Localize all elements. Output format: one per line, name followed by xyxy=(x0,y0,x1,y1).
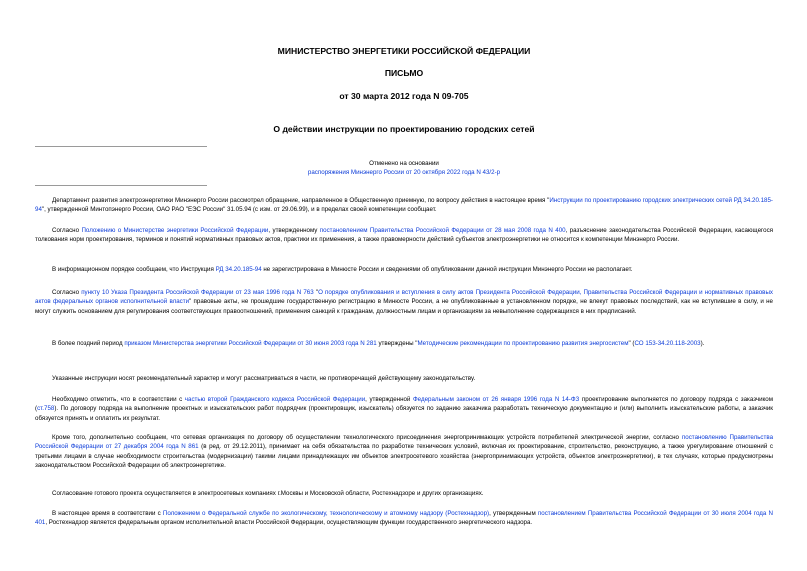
paragraph-text: " xyxy=(313,289,319,296)
paragraph-link[interactable]: приказом Министерства энергетики Российской Федерации от 30 июня 2003 года N 281 xyxy=(124,340,377,347)
paragraph-text: проектирование выполняется по договору подряда с заказчиком ( xyxy=(35,396,774,413)
paragraph xyxy=(35,265,773,274)
paragraph xyxy=(35,374,773,383)
paragraph-text: Согласно xyxy=(52,227,82,234)
paragraph-link[interactable]: СО 153-34.20.118-2003 xyxy=(634,340,701,347)
paragraph-text: , утвержденному xyxy=(268,227,320,234)
paragraph-link[interactable]: РД 34.20.185-94 xyxy=(215,266,262,273)
divider-top xyxy=(35,146,207,147)
paragraph-text: " ( xyxy=(628,340,635,347)
ministry-title: МИНИСТЕРСТВО ЭНЕРГЕТИКИ РОССИЙСКОЙ ФЕДЕРАЦИИ xyxy=(277,46,531,56)
paragraph-text: " правовые акты, не прошедшие государственную регистрацию в Минюсте России, а не опубликованные в установленном порядке, не влекут правовых последствий, как не вступившие в силу, и не могут служить основанием для регулирования соответствующих правоотношений, применения санкций к гражданам, должностным лицам и организациям за невыполнение содержащихся в них предписаний. xyxy=(35,298,773,315)
paragraph xyxy=(35,226,773,245)
paragraph-text: , утвержденной xyxy=(365,396,413,403)
divider-bottom xyxy=(35,185,207,186)
paragraph-text: не зарегистрирована в Минюсте России и сведениями об опубликовании данной инструкции Минэнерго России не располагает. xyxy=(261,266,633,273)
paragraph-link[interactable]: пункту 10 Указа Президента Российской Федерации от 23 мая 1996 года N 763 xyxy=(81,289,314,296)
paragraph-link[interactable]: ст.758 xyxy=(37,405,55,413)
paragraph-text: , разъяснение законодательства Российской Федерации, касающегося толкования норм проектирования, терминов и понятий нормативных правовых актов, практики их применения, а также правомерности действий субъектов электроэнергетики не относится к компетенции Минэнерго России. xyxy=(35,227,774,244)
cancel-notice-text: Отменено на основании xyxy=(369,160,439,167)
paragraph-text: ). По договору подряда на выполнение проектных и изыскательских работ подрядчик (проектировщик, изыскатель) обязуется по заданию заказчика разработать техническую документацию и (или) выполнить изыскательские работы, а заказчик обязуется принять и оплатить их результат. xyxy=(35,405,773,422)
paragraph-link[interactable]: О порядке опубликования и вступления в силу актов Президента Российской Федерации, Правительства Российской Федерации и нормативных правовых актов федеральных органов исполнительной власти xyxy=(35,289,773,306)
document-type: ПИСЬМО xyxy=(384,68,424,78)
paragraph-link[interactable]: постановлением Правительства Российской Федерации от 28 мая 2008 года N 400 xyxy=(319,227,566,234)
paragraph-text: ). xyxy=(700,340,705,347)
paragraph-text: Указанные инструкции носят рекомендательный характер и могут рассматриваться в части, не противоречащей действующему законодательству. xyxy=(52,375,476,382)
paragraph-text: Согласование готового проекта осуществляется в электросетевых компаниях г.Москвы и Московской области, Ростехнадзоре и других организациях. xyxy=(52,490,484,497)
paragraph-text: Необходимо отметить, что в соответствии с xyxy=(52,396,185,403)
paragraph xyxy=(35,509,773,528)
document-date: от 30 марта 2012 года N 09-705 xyxy=(339,91,469,101)
paragraph xyxy=(35,288,773,316)
paragraph-link[interactable]: Федеральным законом от 26 января 1996 года N 14-ФЗ xyxy=(412,396,580,403)
paragraph xyxy=(35,339,773,348)
paragraph-link[interactable]: Инструкции по проектированию городских электрических сетей РД 34.20.185-94 xyxy=(35,197,773,214)
paragraph-text: ", утвержденной Минтопэнерго России, ОАО РАО "ЕЭС России" 31.05.94 (с изм. от 29.06.99), и в пределах своей компетенции сообщает. xyxy=(41,206,437,214)
paragraph-text: Согласно xyxy=(52,289,82,296)
paragraph-link[interactable]: Положением о Федеральной службе по экологическому, технологическому и атомному надзору (Ростехнадзор) xyxy=(162,510,490,517)
paragraph xyxy=(35,489,773,498)
paragraph-text: , Ростехнадзор является федеральным органом исполнительной власти Российской Федерации, осуществляющим функции государственного энергетического надзора. xyxy=(45,519,533,527)
paragraph-text: Кроме того, дополнительно сообщаем, что сетевая организация по договору об осуществлении технологического присоединения энергопринимающих устройств потребителей электрической энергии, согласно xyxy=(52,434,682,441)
paragraph-link[interactable]: постановлению Правительства Российской Федерации от 27 декабря 2004 года N 861 xyxy=(35,434,774,451)
paragraph xyxy=(35,196,773,215)
paragraph-text: В информационном порядке сообщаем, что Инструкция xyxy=(52,266,216,273)
paragraph-link[interactable]: Методические рекомендации по проектированию развития энергосистем xyxy=(417,340,629,347)
paragraph-text: Департамент развития электроэнергетики Минэнерго России рассмотрел обращение, направленное в Общественную приемную, по вопросу действия в настоящее время " xyxy=(52,197,550,204)
paragraph-link[interactable]: постановлением Правительства Российской Федерации от 30 июля 2004 года N 401 xyxy=(35,510,773,527)
paragraph xyxy=(35,433,773,471)
paragraph-text: (в ред. от 29.12.2011), принимает на себя обязательства по разработке технических условий, включая их проектирование, строительство, реконструкцию, а также урегулирование отношений с третьими лицами в случае необходимости строительства (модернизации) такими лицами принадлежащих им объектов электросетевого хозяйства (энергопринимающих устройств, объектов электроэнергетики), в тех случаях, которые предусмотрены законодательством Российской Федерации об электроэнергетике. xyxy=(35,443,773,470)
paragraph-text: утверждены " xyxy=(376,340,418,347)
paragraph-text: В более поздний период xyxy=(52,340,125,347)
document-subject: О действии инструкции по проектированию городских сетей xyxy=(273,124,535,134)
paragraph xyxy=(35,395,773,423)
paragraph-text: В настоящее время в соответствии с xyxy=(52,510,163,517)
cancel-notice xyxy=(35,159,773,177)
cancel-notice-link[interactable]: распоряжения Минэнерго России от 20 октября 2022 года N 43/2-р xyxy=(307,169,501,176)
paragraph-text: , утвержденным xyxy=(489,510,538,517)
paragraph-link[interactable]: частью второй Гражданского кодекса Российской Федерации xyxy=(184,396,366,403)
paragraph-link[interactable]: Положению о Министерстве энергетики Российской Федерации xyxy=(81,227,269,234)
